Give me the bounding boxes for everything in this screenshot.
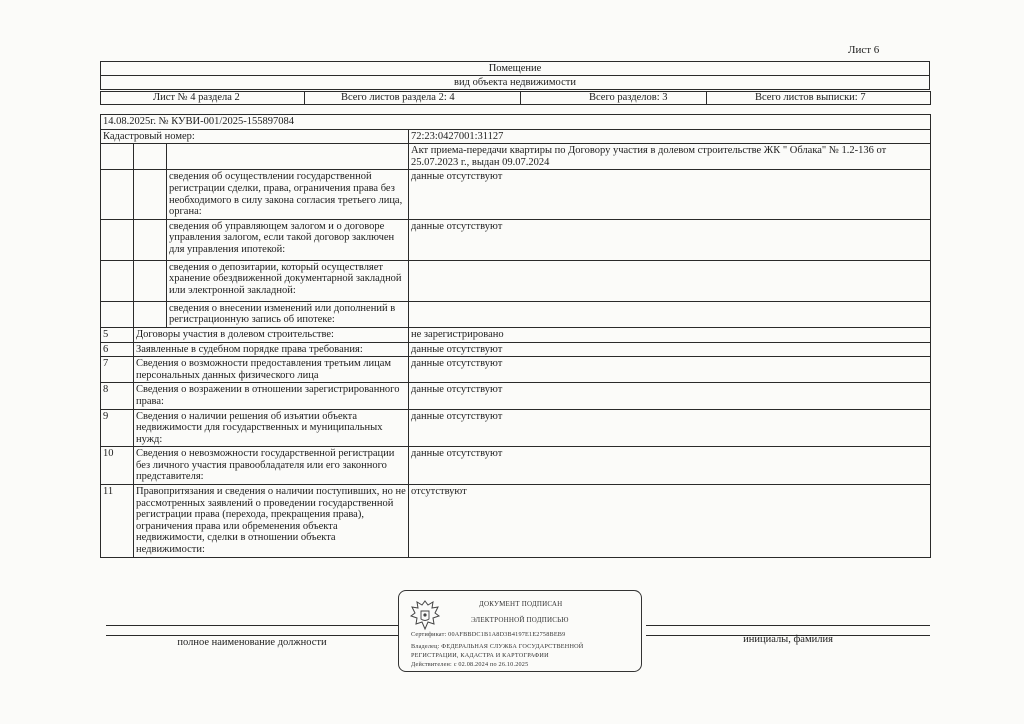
sub-row-value [409,260,931,301]
sheet-number: Лист 6 [848,44,880,56]
stamp-line1: ДОКУМЕНТ ПОДПИСАН [479,600,563,608]
table-row [101,342,931,357]
sub-row-value [409,301,931,327]
sub-row-label: сведения об осуществлении государственной регистрации сделки, права, ограничения права без необходимого в силу закона согласия третьего лица, органа: [167,170,409,219]
sections-total: Всего разделов: 3 [521,92,707,105]
row-label: Правопритязания и сведения о наличии поступивших, но не рассмотренных заявлений о проведении государственной регистрации права (перехода, прекращения права), ограничения права или обременения объекта недвижимости, сделки в отношении объекта недвижимости: [134,485,409,558]
row-value: данные отсутствуют [409,447,931,485]
cadastral-value: 72:23:0427001:31127 [409,129,931,144]
table-row [101,485,931,558]
sub-row [101,260,931,301]
table-row [101,409,931,447]
sheets-total: Всего листов выписки: 7 [707,92,931,105]
empty-num-cell [101,144,134,170]
cadastral-label: Кадастровый номер: [101,129,409,144]
empty-num-cell [101,301,134,327]
signature-underline-position [106,635,398,636]
row-label: Сведения о возражении в отношении зарегистрированного права: [134,383,409,409]
object-type: Помещение [101,62,929,76]
sub-row [101,144,931,170]
row-number: 10 [101,447,134,485]
row-number: 6 [101,342,134,357]
row-label: Сведения о возможности предоставления третьим лицам персональных данных физического лица [134,357,409,383]
position-caption: полное наименование должности [177,637,327,648]
empty-num-cell [101,260,134,301]
sheet-section: Лист № 4 раздела 2 [101,92,305,105]
stamp-line2: ЭЛЕКТРОННОЙ ПОДПИСЬЮ [471,616,569,624]
object-type-header [100,61,930,90]
table-row [101,383,931,409]
row-value: данные отсутствуют [409,342,931,357]
row-number: 7 [101,357,134,383]
empty-num-cell [101,170,134,219]
sub-row [101,301,931,327]
sub-row-label: сведения о депозитарии, который осуществляет хранение обездвиженной документарной закладной или электронной закладной: [167,260,409,301]
row-label: Договоры участия в долевом строительстве: [134,327,409,342]
sheet-info-row [101,92,931,105]
doc-id-row [101,115,931,130]
doc-id: 14.08.2025г. № КУВИ-001/2025-155897084 [101,115,931,130]
encumbrance-table [100,114,931,558]
sub-row [101,170,931,219]
sheets-in-section: Всего листов раздела 2: 4 [305,92,521,105]
sub-row-label: сведения о внесении изменений или дополнений в регистрационную запись об ипотеке: [167,301,409,327]
name-caption: инициалы, фамилия [743,634,833,645]
empty-sub-cell [134,260,167,301]
stamp-owner-value: ФЕДЕРАЛЬНАЯ СЛУЖБА ГОСУДАРСТВЕННОЙ [441,643,584,650]
stamp-cert [411,631,565,638]
stamp-owner-2: РЕГИСТРАЦИИ, КАДАСТРА И КАРТОГРАФИИ [411,652,549,659]
cadastral-row [101,129,931,144]
stamp-owner-label: Владелец: [411,643,440,650]
row-value: данные отсутствуют [409,409,931,447]
row-label: Сведения о невозможности государственной регистрации без личного участия правообладателя или его законного представителя: [134,447,409,485]
signature-line-name [646,625,930,626]
table-row [101,357,931,383]
sub-row-label: сведения об управляющем залогом и о договоре управления залогом, если такой договор заключен для управления ипотекой: [167,219,409,260]
sub-row [101,219,931,260]
sub-row-label [167,144,409,170]
empty-num-cell [101,219,134,260]
empty-sub-cell [134,301,167,327]
row-label: Сведения о наличии решения об изъятии объекта недвижимости для государственных и муниципальных нужд: [134,409,409,447]
empty-sub-cell [134,144,167,170]
row-value: данные отсутствуют [409,383,931,409]
stamp-cert-value: 00AFBBDC1B1A8D3B4197E1E2758BEB9 [448,631,566,638]
sub-row-value: данные отсутствуют [409,219,931,260]
row-value: данные отсутствуют [409,357,931,383]
stamp-valid: Действителен: с 02.08.2024 по 26.10.2025 [411,661,529,668]
stamp-owner [411,643,583,650]
row-number: 8 [101,383,134,409]
stamp-cert-label: Сертификат: [411,631,447,638]
sub-row-value: данные отсутствуют [409,170,931,219]
sheet-info-table [100,91,931,105]
signature-line-position [106,625,398,626]
sub-row-value: Акт приема-передачи квартиры по Договору участия в долевом строительстве ЖК " Облака" № 1.2-136 от 25.07.2023 г., выдан 09.07.2024 [409,144,931,170]
object-type-caption: вид объекта недвижимости [454,77,576,88]
row-number: 9 [101,409,134,447]
row-label: Заявленные в судебном порядке права требования: [134,342,409,357]
row-number: 5 [101,327,134,342]
eagle-emblem-icon [407,597,443,633]
electronic-signature-stamp [398,590,642,672]
row-number: 11 [101,485,134,558]
table-row [101,447,931,485]
row-value: не зарегистрировано [409,327,931,342]
row-value: отсутствуют [409,485,931,558]
empty-sub-cell [134,170,167,219]
table-row [101,327,931,342]
empty-sub-cell [134,219,167,260]
